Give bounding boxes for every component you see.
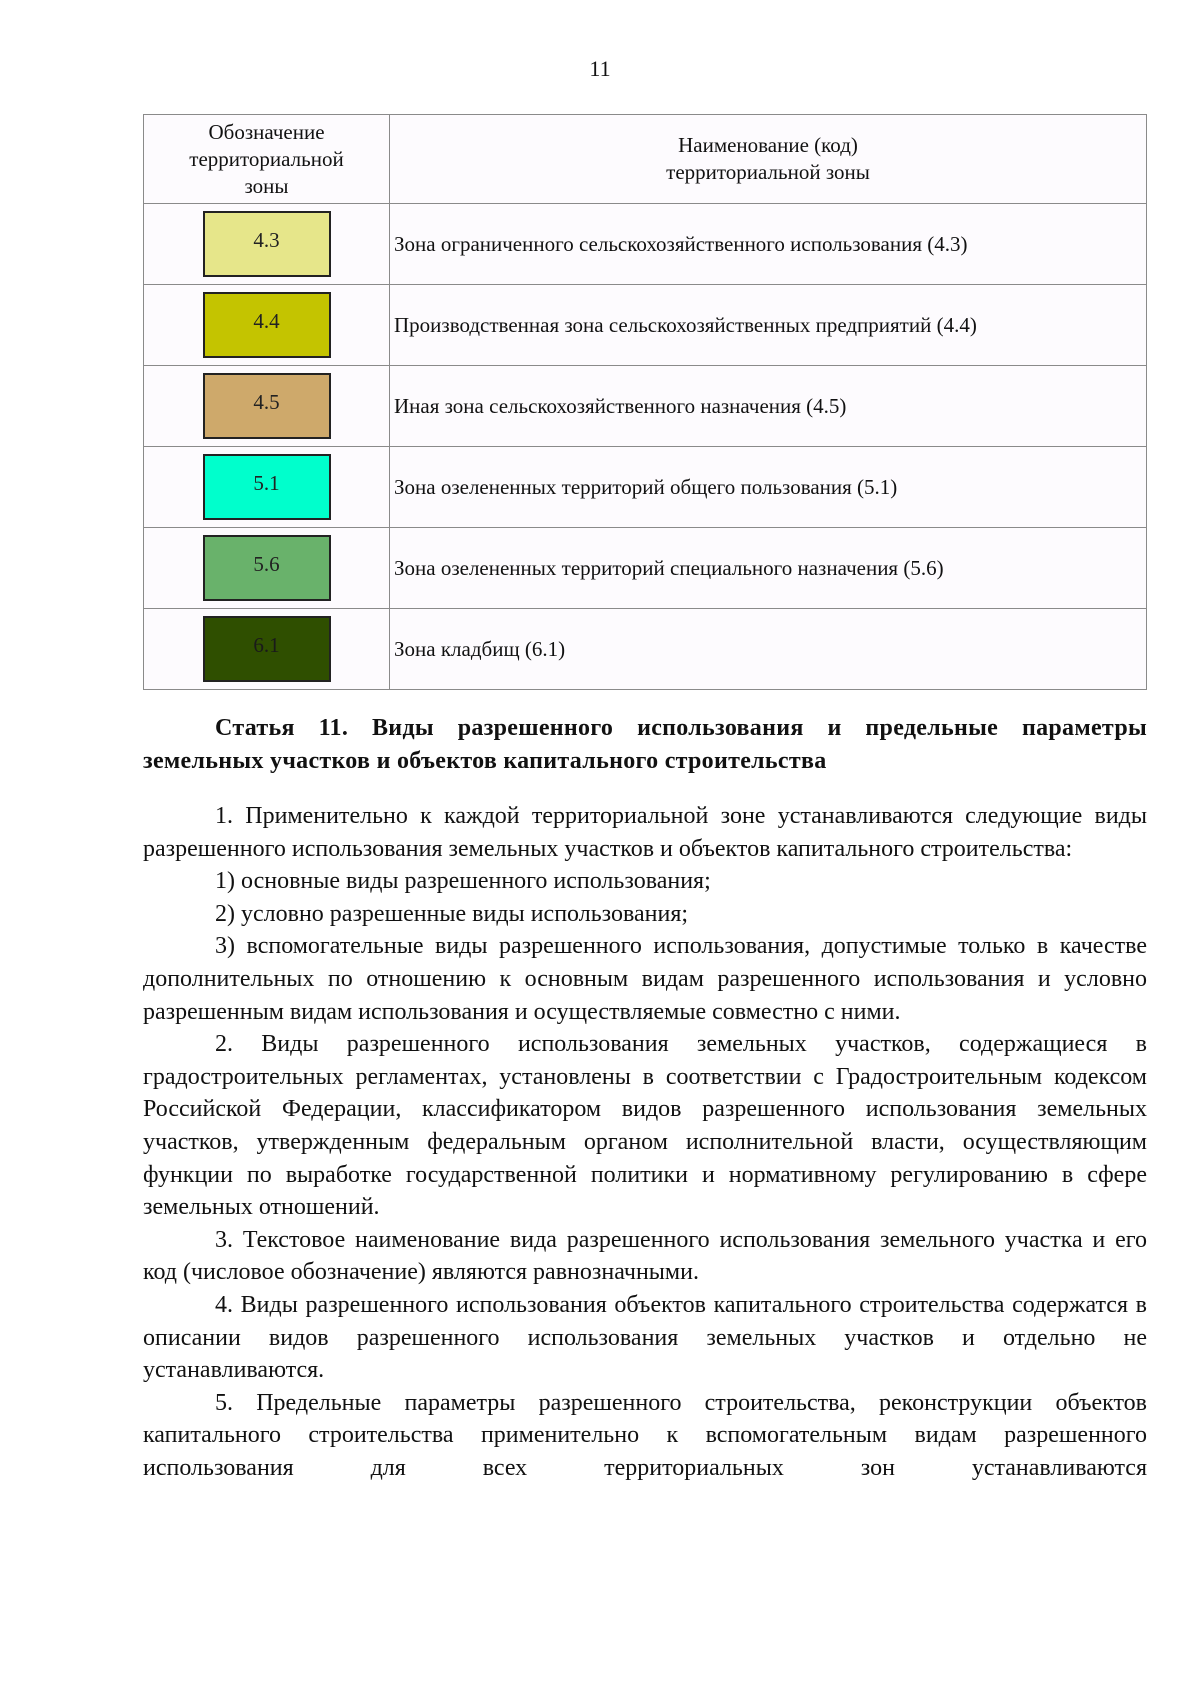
article-paragraph: 4. Виды разрешенного использования объектов капитального строительства содержатся в описании видов разрешенного использования земельных участков и отдельно не устанавливаются. [143, 1291, 1147, 1384]
article-paragraph: 2) условно разрешенные виды использования; [215, 900, 689, 927]
zone-name-cell: Иная зона сельскохозяйственного назначения (4.5) [390, 366, 1147, 447]
header-symbol: Обозначение территориальной зоны [144, 115, 390, 204]
zone-color-swatch: 5.1 [203, 454, 331, 520]
zone-symbol-cell [144, 447, 390, 528]
zone-color-swatch: 5.6 [203, 535, 331, 601]
table-row [144, 366, 1147, 447]
article-paragraph: 2. Виды разрешенного использования земельных участков, содержащиеся в градостроительных регламентах, установлены в соответствии с Градостроительным кодексом Российской Федерации, классификатором видов разрешенного использования земельных участков, утвержденным федеральным органом исполнительной власти, осуществляющим функции по выработке государственной политики и нормативному регулированию в сфере земельных отношений. [143, 1031, 1147, 1221]
table-row [144, 204, 1147, 285]
article-title: Статья 11. Виды разрешенного использования и предельные параметры земельных участков и объектов капитального строительства [143, 715, 1147, 774]
zone-name-cell: Производственная зона сельскохозяйственных предприятий (4.4) [390, 285, 1147, 366]
zone-symbol-cell [144, 528, 390, 609]
zone-symbol-cell [144, 366, 390, 447]
zone-legend-table [143, 114, 1147, 690]
article-paragraph: 1. Применительно к каждой территориальной зоне устанавливаются следующие виды разрешенного использования земельных участков и объектов капитального строительства: [143, 803, 1147, 862]
zone-name-cell: Зона ограниченного сельскохозяйственного использования (4.3) [390, 204, 1147, 285]
article-body [143, 800, 1147, 1484]
zone-name-cell: Зона озелененных территорий специального назначения (5.6) [390, 528, 1147, 609]
zone-symbol-cell [144, 285, 390, 366]
zone-color-swatch: 4.5 [203, 373, 331, 439]
article-paragraph: 1) основные виды разрешенного использования; [215, 868, 711, 895]
zone-color-swatch: 4.4 [203, 292, 331, 358]
table-header-row [144, 115, 1147, 204]
zone-symbol-cell [144, 204, 390, 285]
zone-color-swatch: 6.1 [203, 616, 331, 682]
table-row [144, 528, 1147, 609]
zone-name-cell: Зона озелененных территорий общего пользования (5.1) [390, 447, 1147, 528]
article-paragraph: 5. Предельные параметры разрешенного строительства, реконструкции объектов капитального строительства применительно к вспомогательным видам разрешенного использования для всех территориальных зон устанавливаются [143, 1389, 1147, 1481]
zone-name-cell: Зона кладбищ (6.1) [390, 609, 1147, 690]
table-row [144, 447, 1147, 528]
table-row [144, 285, 1147, 366]
header-name: Наименование (код) территориальной зоны [390, 115, 1147, 204]
article-paragraph: 3) вспомогательные виды разрешенного использования, допустимые только в качестве дополнительных по отношению к основным видам разрешенного использования и условно разрешенным видам использования и осуществляемые совместно с ними. [143, 933, 1147, 1025]
article-paragraph: 3. Текстовое наименование вида разрешенного использования земельного участка и его код (числовое обозначение) являются равнозначными. [143, 1226, 1147, 1286]
zone-symbol-cell [144, 609, 390, 690]
table-row [144, 609, 1147, 690]
page-number: 11 [589, 56, 611, 81]
zone-color-swatch: 4.3 [203, 211, 331, 277]
